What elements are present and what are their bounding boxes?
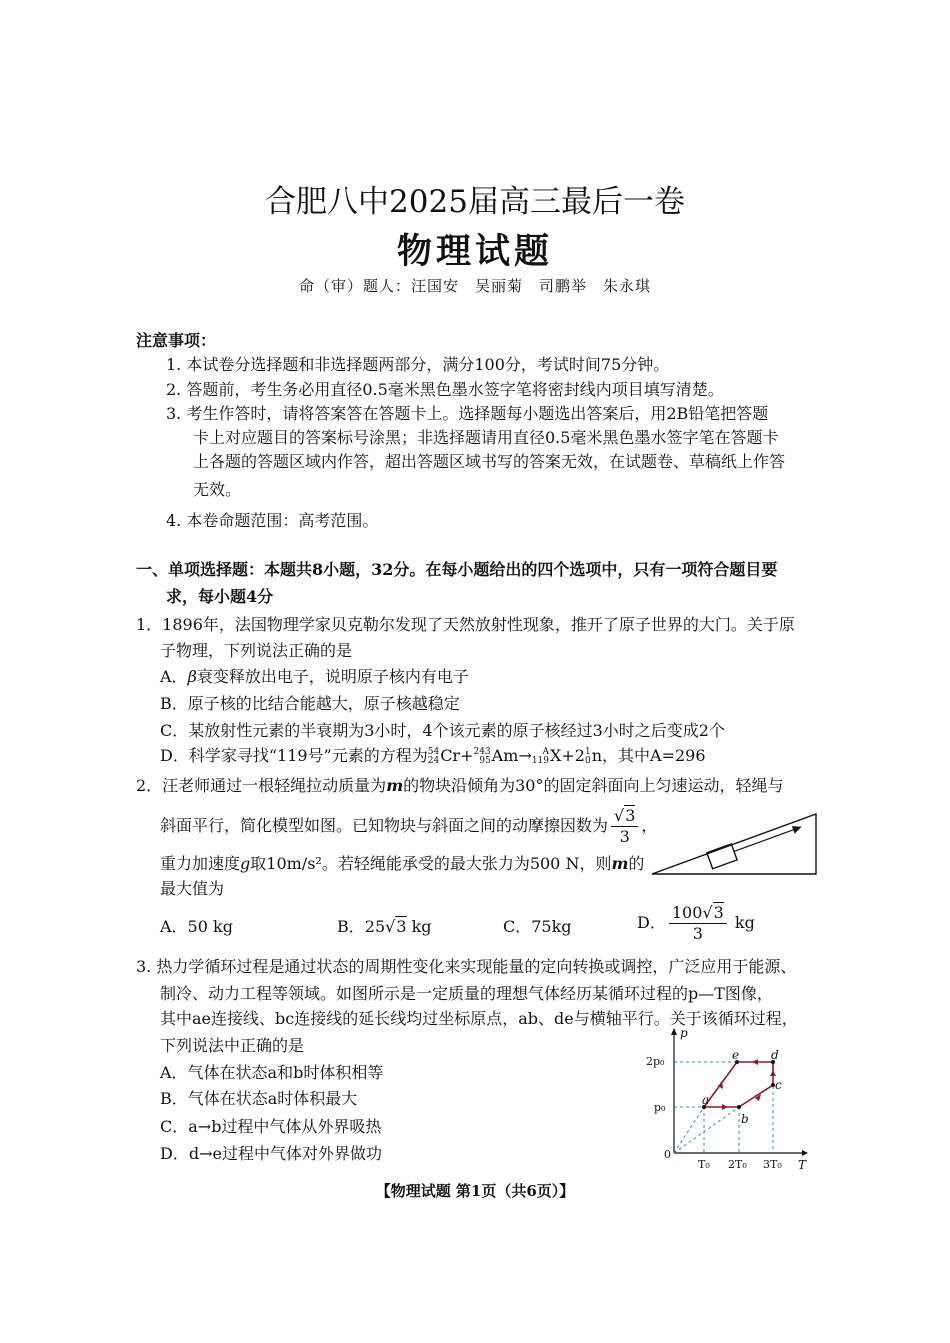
point-c-label: c	[775, 1078, 782, 1092]
rope-arrow-icon	[792, 823, 803, 834]
three-t0-label: 3T₀	[763, 1158, 782, 1171]
point-e-label: e	[732, 1048, 740, 1062]
notice-item-3-line-3: 上各题的答题区域内作答，超出答题区域书写的答案无效，在试题卷、草稿纸上作答	[193, 452, 786, 471]
notice-item-3-line-4: 无效。	[193, 480, 242, 499]
notice-item-3: 3. 考生作答时，请将答案答在答题卡上。选择题每小题选出答案后，用2B铅笔把答题	[166, 404, 769, 423]
q2-stem: 2．汪老师通过一根轻绳拉动质量为m的物块沿倾角为30°的固定斜面向上匀速运动，轻绳与	[136, 776, 784, 795]
q3-stem-line-2: 制冷、动力工程等领域。如图所示是一定质量的理想气体经历某循环过程的p—T图像，	[160, 984, 773, 1003]
q2-option-a: A．50 kg	[160, 917, 233, 936]
t0-label: T₀	[698, 1158, 710, 1171]
pt-graph	[640, 1025, 820, 1175]
two-t0-label: 2T₀	[728, 1158, 747, 1171]
arrow-ab-icon	[722, 1104, 728, 1110]
cycle-path	[704, 1062, 773, 1107]
t-axis-label: T	[798, 1158, 807, 1172]
section-heading: 一、单项选择题：本题共8小题，32分。在每小题给出的四个选项中，只有一项符合题目要	[136, 560, 778, 579]
block	[707, 844, 737, 869]
q1-option-c: C．某放射性元素的半衰期为3小时，4个该元素的原子核经过3小时之后变成2个	[160, 721, 725, 740]
authors-line: 命（审）题人：汪国安 吴丽菊 司鹏举 朱永琪	[298, 277, 651, 295]
subject-title: 物理试题	[396, 231, 553, 272]
point-b-label: b	[741, 1112, 749, 1126]
notice-item-2: 2. 答题前，考生务必用直径0.5毫米黑色墨水签字笔将密封线内项目填写清楚。	[166, 380, 724, 399]
point-a-label: a	[702, 1093, 710, 1107]
q2-stem-line-2: 斜面平行，简化模型如图。已知物块与斜面之间的动摩擦因数为 $\frac{√3}{3}$ ，	[160, 806, 658, 846]
q1-stem: 1．1896年，法国物理学家贝克勒尔发现了天然放射性现象，推开了原子世界的大门。关于原	[136, 615, 795, 634]
origin-label: 0	[664, 1148, 671, 1161]
q2-option-d: D． $\frac{100√3}{3}$ kg	[637, 903, 755, 943]
exam-title: 合肥八中2025届高三最后一卷	[265, 184, 685, 220]
q1-option-d: D．科学家寻找“119号”元素的方程为 54 24 Cr+ 243 95 Am→ A 119 X+2 1 0 n，其中A=296	[160, 746, 706, 766]
q2-option-c: C．75kg	[503, 917, 572, 936]
q2-stem-line-4: 最大值为	[160, 879, 225, 898]
incline-triangle	[652, 814, 816, 874]
notice-item-1: 1. 本试卷分选择题和非选择题两部分，满分100分，考试时间75分钟。	[166, 355, 670, 374]
q3-stem: 3. 热力学循环过程是通过状态的周期性变化来实现能量的定向转换或调控，广泛应用于能源、	[136, 957, 797, 976]
t-axis-arrow-icon	[802, 1150, 808, 1156]
p-axis-label: p	[680, 1026, 688, 1040]
notice-heading: 注意事项：	[136, 331, 217, 350]
notice-item-3-line-2: 卡上对应题目的答案标号涂黑；非选择题请用直径0.5毫米黑色墨水签字笔在答题卡	[193, 428, 779, 447]
q3-stem-line-3: 其中ae连接线、bc连接线的延长线均过坐标原点，ab、de与横轴平行。关于该循环过程，	[160, 1009, 798, 1028]
p-axis-arrow-icon	[671, 1028, 677, 1035]
arrow-de-icon	[752, 1059, 758, 1065]
section-heading-line-2: 求，每小题4分	[166, 587, 274, 606]
incline-figure	[650, 808, 820, 878]
arrow-cd-icon	[770, 1070, 776, 1076]
page-footer: 【物理试题 第1页（共6页）】	[375, 1182, 575, 1200]
q3-option-c: C．a→b过程中气体从外界吸热	[160, 1117, 382, 1136]
q3-option-d: D．d→e过程中气体对外界做功	[160, 1144, 382, 1163]
q2-stem-line-3: 重力加速度g取10m/s²。若轻绳能承受的最大张力为500 N，则m的	[160, 854, 645, 873]
point-d-label: d	[771, 1048, 779, 1062]
q3-option-b: B．气体在状态a时体积最大	[160, 1089, 358, 1108]
q1-option-a: A．β衰变释放出电子，说明原子核内有电子	[160, 667, 469, 686]
q3-stem-line-4: 下列说法中正确的是	[160, 1036, 305, 1055]
p0-label: p₀	[654, 1101, 666, 1114]
q1-stem-line-2: 子物理，下列说法正确的是	[160, 641, 353, 660]
two-p0-label: 2p₀	[646, 1055, 665, 1068]
notice-item-4: 4. 本卷命题范围：高考范围。	[166, 511, 379, 530]
q2-option-b: B．25√3 kg	[337, 917, 432, 936]
q3-option-a: A．气体在状态a和b时体积相等	[160, 1063, 384, 1082]
q1-option-b: B．原子核的比结合能越大，原子核越稳定	[160, 694, 460, 713]
